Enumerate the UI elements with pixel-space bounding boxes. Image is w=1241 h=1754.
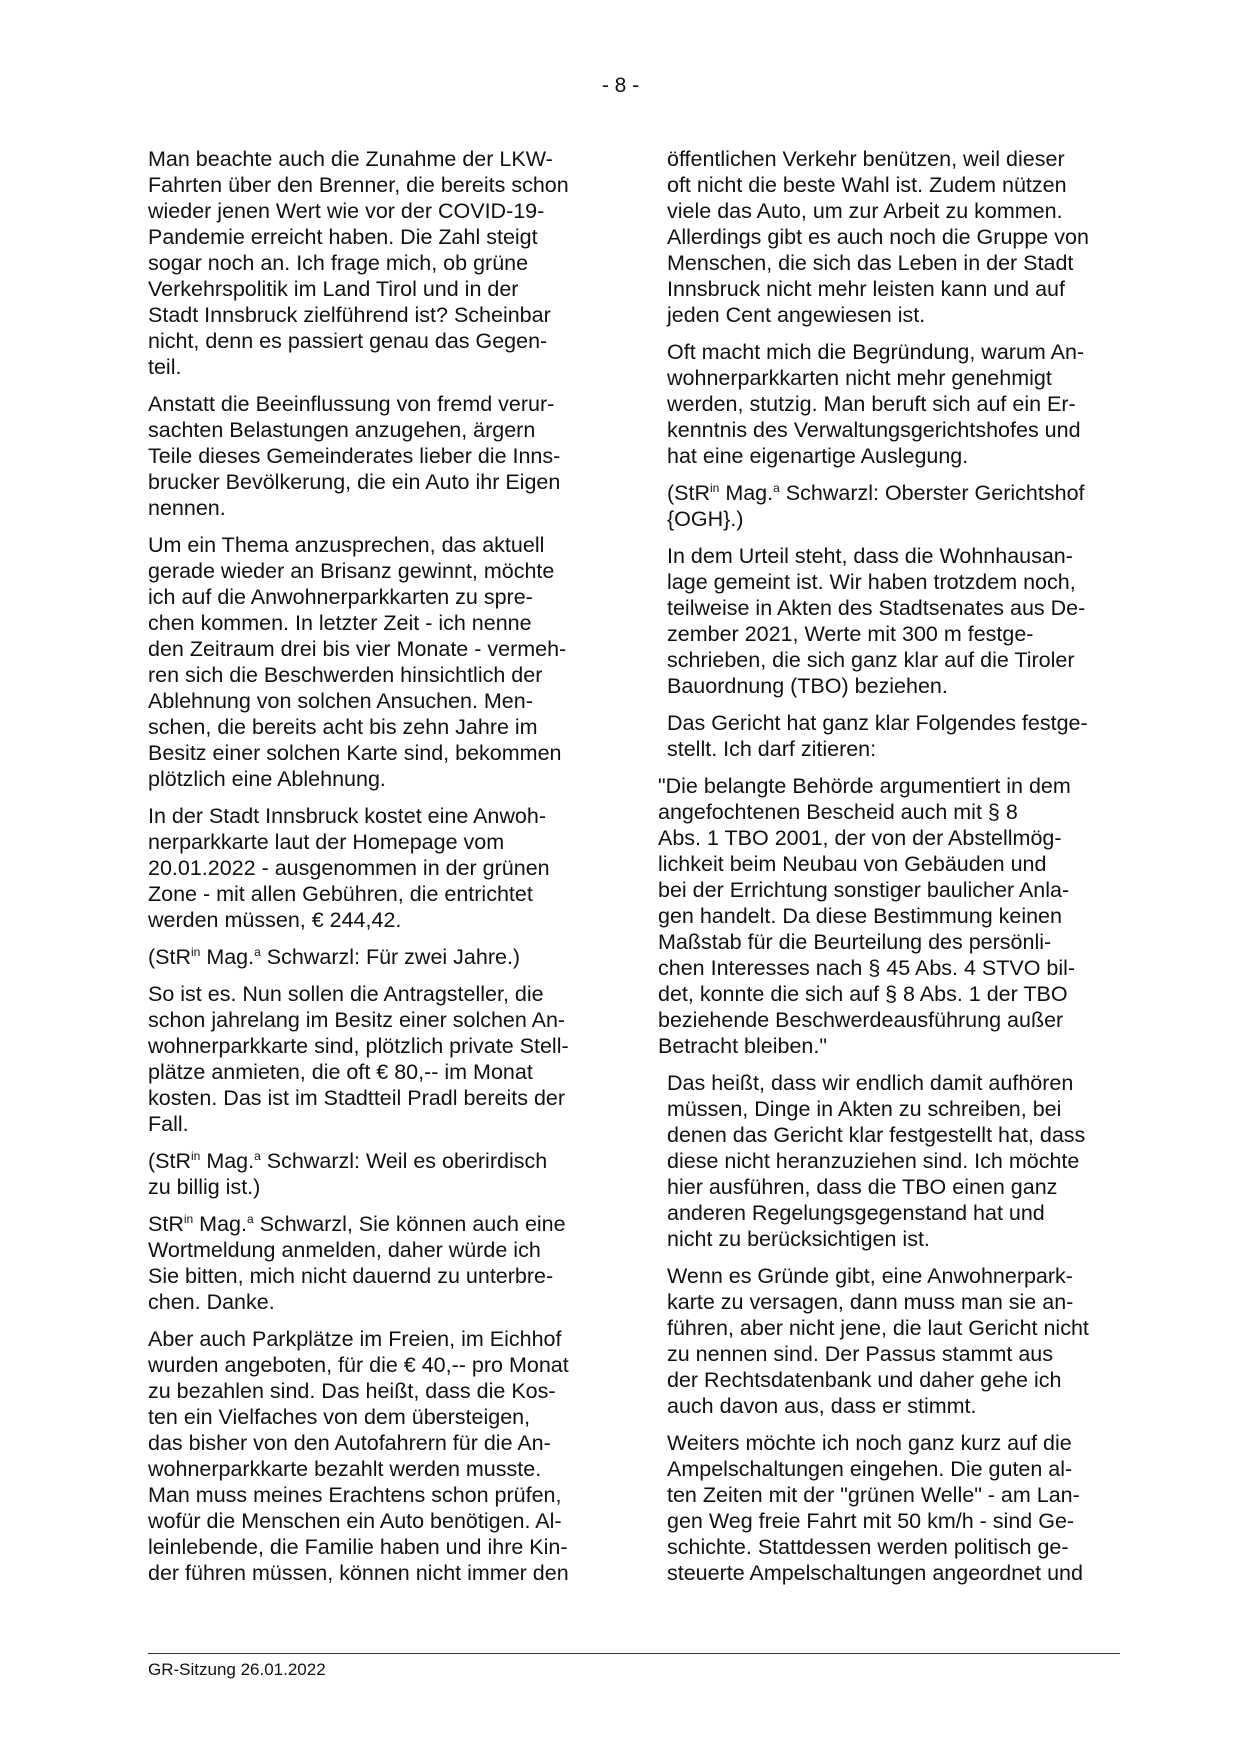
paragraph: Das Gericht hat ganz klar Folgendes festge- stellt. Ich darf zitieren: — [667, 711, 1088, 761]
paragraph: Um ein Thema anzusprechen, das aktuell gerade wieder an Brisanz gewinnt, möchte ich auf die Anwohnerparkkarten zu spre- chen kommen. In letzter Zeit - ich nenne den Zeitraum drei bis vier Monate - vermeh- ren sich die Beschwerden hinsichtlich der Ablehnung von solchen Ansuchen. Men- schen, die bereits acht bis zehn Jahre im Besitz einer solchen Karte sind, bekommen plötzlich eine Ablehnung. — [148, 533, 567, 791]
paragraph: Das heißt, dass wir endlich damit aufhören müssen, Dinge in Akten zu schreiben, bei denen das Gericht klar festgestellt hat, dass diese nicht heranzuziehen sind. Ich möchte hier ausführen, dass die TBO einen ganz anderen Regelungsgegenstand hat und nicht zu berücksichtigen ist. — [667, 1071, 1086, 1251]
interjection: (StR$^{in}$ Mag.$^a$ Schwarzl: Für zwei Jahre.) — [148, 944, 521, 969]
paragraph: öffentlichen Verkehr benützen, weil dieser oft nicht die beste Wahl ist. Zudem nützen viele das Auto, um zur Arbeit zu kommen. Allerdings gibt es auch noch die Gruppe von Menschen, die sich das Leben in der Stadt Innsbruck nicht mehr leisten kann und auf jeden Cent angewiesen ist. — [667, 147, 1089, 327]
paragraph: Anstatt die Beeinflussung von fremd verur- sachten Belastungen anzugehen, ärgern Teile dieses Gemeinderates lieber die Inns- brucker Bevölkerung, die ein Auto ihr Eigen nennen. — [148, 392, 561, 520]
interjection: (StR$^{in}$ Mag.$^a$ Schwarzl: Weil es oberirdisch zu billig ist.) — [148, 1148, 548, 1199]
paragraph: Weiters möchte ich noch ganz kurz auf die Ampelschaltungen eingehen. Die guten al- ten Zeiten mit der "grünen Welle" - am Lan- gen Weg freie Fahrt mit 50 km/h - sind Ge- schichte. Stattdessen werden politisch ge- steuerte Ampelschaltungen angeordnet und — [667, 1431, 1083, 1585]
paragraph: Man beachte auch die Zunahme der LKW- Fahrten über den Brenner, die bereits schon wieder jenen Wert wie vor der COVID-19- Pandemie erreicht haben. Die Zahl steigt sogar noch an. Ich frage mich, ob grüne Verkehrspolitik im Land Tirol und in der Stadt Innsbruck zielführend ist? Scheinbar nicht, denn es passiert genau das Gegen- teil. — [148, 147, 569, 379]
page-number: - 8 - — [601, 74, 640, 97]
interjection: (StR$^{in}$ Mag.$^a$ Schwarzl: Oberster Gerichtshof {OGH}.) — [667, 480, 1085, 531]
paragraph: In der Stadt Innsbruck kostet eine Anwoh- nerparkkarte laut der Homepage vom 20.01.2022 - ausgenommen in der grünen Zone - mit allen Gebühren, die entrichtet werden müssen, € 244,42. — [148, 804, 550, 932]
footer-divider — [148, 1653, 1120, 1654]
footer-session-date: GR-Sitzung 26.01.2022 — [148, 1660, 326, 1679]
paragraph: So ist es. Nun sollen die Antragsteller, die schon jahrelang im Besitz einer solchen An- wohnerparkkarte sind, plötzlich private Stell- plätze anmieten, die oft € 80,-- im Monat kosten. Das ist im Stadtteil Pradl bereits der Fall. — [148, 982, 569, 1136]
right-column — [658, 146, 1137, 1597]
paragraph: Oft macht mich die Begründung, warum An- wohnerparkkarten nicht mehr genehmigt werden, stutzig. Man beruft sich auf ein Er- kenntnis des Verwaltungsgerichtshofes und hat eine eigenartige Auslegung. — [667, 340, 1085, 468]
paragraph: StR$^{in}$ Mag.$^a$ Schwarzl, Sie können auch eine Wortmeldung anmelden, daher würde ich Sie bitten, mich nicht dauernd zu unterbre- chen. Danke. — [148, 1211, 566, 1314]
court-quote: "Die belangte Behörde argumentiert in dem angefochtenen Bescheid auch mit § 8 Abs. 1 TBO 2001, der von der Abstellmög- lichkeit beim Neubau von Gebäuden und bei der Errichtung sonstiger baulicher Anla- gen handelt. Da diese Bestimmung keinen Maßstab für die Beurteilung des persönli- chen Interesses nach § 45 Abs. 4 STVO bil- det, konnte die sich auf § 8 Abs. 1 der TBO beziehende Beschwerdeausführung außer Betracht bleiben." — [658, 774, 1076, 1058]
paragraph: In dem Urteil steht, dass die Wohnhausan- lage gemeint ist. Wir haben trotzdem noch, teilweise in Akten des Stadtsenates aus De- zember 2021, Werte mit 300 m festge- schrieben, die sich ganz klar auf die Tiroler Bauordnung (TBO) beziehen. — [667, 544, 1086, 698]
left-column — [148, 146, 608, 1597]
paragraph: Wenn es Gründe gibt, eine Anwohnerpark- karte zu versagen, dann muss man sie an- führen, aber nicht jene, die laut Gericht nicht zu nennen sind. Der Passus stammt aus der Rechtsdatenbank und daher gehe ich auch davon aus, dass er stimmt. — [667, 1264, 1089, 1418]
paragraph: Aber auch Parkplätze im Freien, im Eichhof wurden angeboten, für die € 40,-- pro Monat zu bezahlen sind. Das heißt, dass die Kos- ten ein Vielfaches von dem übersteigen, das bisher von den Autofahrern für die An- wohnerparkkarte bezahlt werden musste. Man muss meines Erachtens schon prüfen, wofür die Menschen ein Auto benötigen. Al- leinlebende, die Familie haben und ihre Kin- der führen müssen, können nicht immer den — [148, 1327, 569, 1585]
